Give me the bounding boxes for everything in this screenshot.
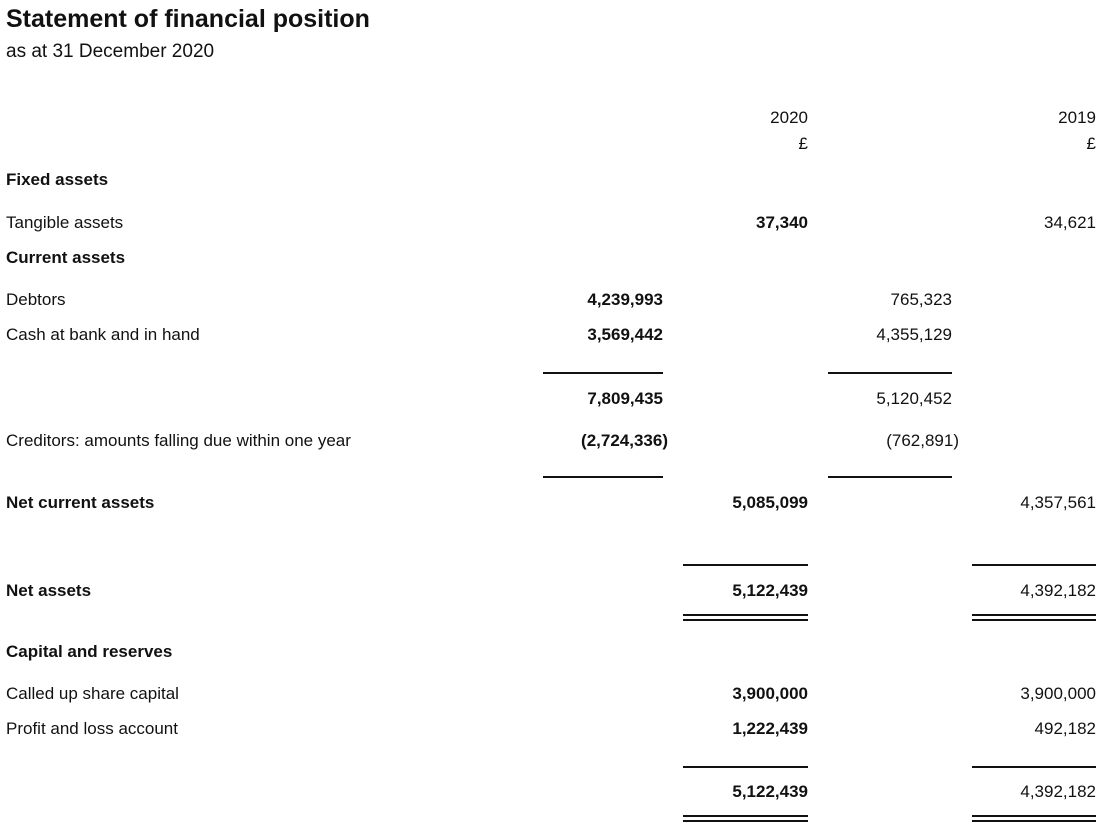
creditors-label: Creditors: amounts falling due within one year (6, 431, 351, 450)
current-assets-heading: Current assets (6, 248, 126, 267)
cash-2020: 3,569,442 (587, 325, 663, 344)
tangible-assets-label: Tangible assets (6, 213, 124, 232)
column-unit-2020: £ (798, 134, 808, 153)
capital-reserves-heading: Capital and reserves (6, 642, 173, 661)
tangible-assets-2019: 34,621 (1044, 213, 1096, 232)
total-double-rule-2020 (683, 815, 808, 822)
profit-loss-label: Profit and loss account (6, 719, 178, 738)
net-assets-double-rule-2020 (683, 614, 808, 621)
net-current-assets-2020: 5,085,099 (732, 493, 808, 512)
subtotal-rule-2019 (828, 372, 952, 374)
column-unit-2019: £ (1086, 134, 1096, 153)
tangible-assets-2020: 37,340 (756, 213, 808, 232)
profit-loss-2020: 1,222,439 (732, 719, 808, 738)
net-assets-rule-2019 (972, 564, 1096, 566)
total-double-rule-2019 (972, 815, 1096, 822)
debtors-2020: 4,239,993 (587, 290, 663, 309)
total-rule-2019 (972, 766, 1096, 768)
net-current-assets-2019: 4,357,561 (1020, 493, 1096, 512)
statement-date: as at 31 December 2020 (6, 41, 215, 62)
cash-2019: 4,355,129 (876, 325, 952, 344)
debtors-label: Debtors (6, 290, 66, 309)
net-assets-label: Net assets (6, 581, 92, 600)
cash-label: Cash at bank and in hand (6, 325, 200, 344)
net-assets-2019: 4,392,182 (1020, 581, 1096, 600)
total-rule-2020 (683, 766, 808, 768)
capital-total-2020: 5,122,439 (732, 782, 808, 801)
fixed-assets-heading: Fixed assets (6, 170, 109, 189)
creditors-rule-2020 (543, 476, 663, 478)
creditors-2020: (2,724,336) (581, 431, 668, 450)
subtotal-rule-2020 (543, 372, 663, 374)
share-capital-label: Called up share capital (6, 684, 179, 703)
net-assets-double-rule-2019 (972, 614, 1096, 621)
column-year-2020: 2020 (770, 108, 808, 127)
profit-loss-2019: 492,182 (1034, 719, 1096, 738)
debtors-2019: 765,323 (890, 290, 952, 309)
net-assets-rule-2020 (683, 564, 808, 566)
net-current-assets-label: Net current assets (6, 493, 155, 512)
share-capital-2020: 3,900,000 (732, 684, 808, 703)
net-assets-2020: 5,122,439 (732, 581, 808, 600)
column-year-2019: 2019 (1058, 108, 1096, 127)
statement-title: Statement of financial position (6, 5, 370, 33)
current-assets-subtotal-2019: 5,120,452 (876, 389, 952, 408)
creditors-2019: (762,891) (886, 431, 959, 450)
current-assets-subtotal-2020: 7,809,435 (587, 389, 663, 408)
capital-total-2019: 4,392,182 (1020, 782, 1096, 801)
creditors-rule-2019 (828, 476, 952, 478)
share-capital-2019: 3,900,000 (1020, 684, 1096, 703)
